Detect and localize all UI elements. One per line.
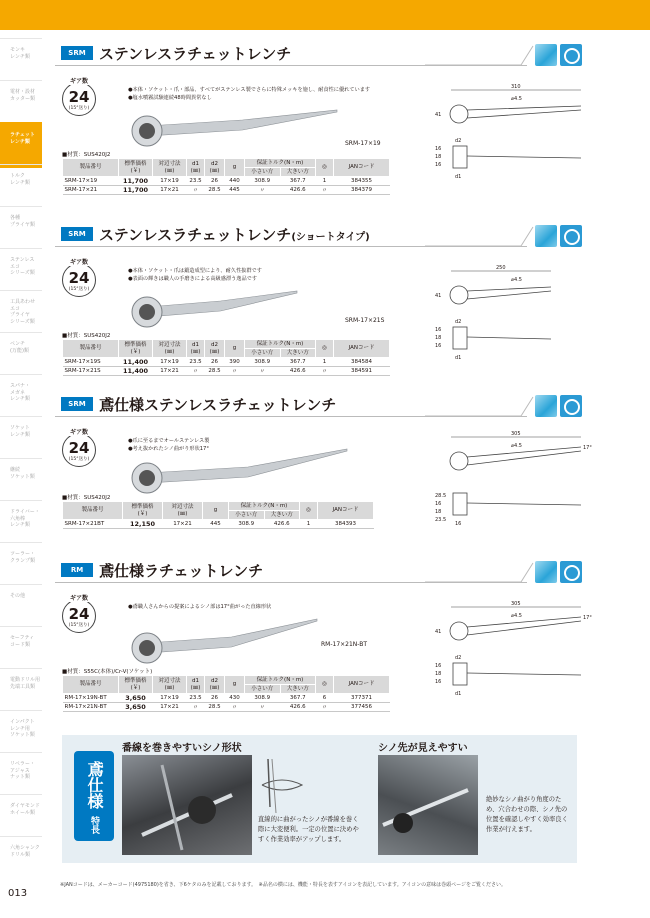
table-cell: 426.6 xyxy=(280,703,316,712)
gear-count-badge xyxy=(62,425,96,475)
section-header xyxy=(55,44,595,66)
sidebar-item-19[interactable]: 六角シャンク ドリル類 xyxy=(0,836,42,888)
spec-table xyxy=(62,501,374,529)
dimension-label: 18 xyxy=(435,671,442,677)
socket-icon xyxy=(560,395,582,417)
product-section-1 xyxy=(55,225,595,395)
section-title-suffix: (ショートタイプ) xyxy=(291,232,370,243)
table-header-row xyxy=(63,159,390,168)
sidebar-item-1[interactable]: 電材・設材 カッター類 xyxy=(0,80,42,132)
column-header: 製品番号 xyxy=(63,676,119,694)
wrench-photo xyxy=(127,287,357,337)
feature-bullet: ●考え抜かれたシノ曲がり形状17° xyxy=(128,446,209,452)
dimension-label: 16 xyxy=(435,327,442,333)
series-badge: SRM xyxy=(61,397,93,411)
column-header: d2 (㎜) xyxy=(205,676,225,694)
table-cell: 28.5 xyxy=(205,367,225,376)
column-subheader: 大きい方 xyxy=(264,511,300,520)
product-section-0 xyxy=(55,44,595,214)
sidebar-item-0[interactable]: モンキ レンチ類 xyxy=(0,38,42,90)
dimension-drawing xyxy=(431,601,592,721)
table-cell: 11,400 xyxy=(119,367,153,376)
gear-count-badge xyxy=(62,74,96,124)
table-cell: 384393 xyxy=(318,520,374,529)
product-section-3 xyxy=(55,561,595,731)
wrench-photo xyxy=(127,106,357,156)
section-divider xyxy=(425,395,535,417)
feature-box xyxy=(62,735,577,863)
dimension-label: ⌀4.5 xyxy=(511,96,522,102)
column-header: 標準価格 (￥) xyxy=(123,502,163,520)
dimension-label: ⌀4.5 xyxy=(511,613,522,619)
dimension-label: 17° xyxy=(583,445,592,451)
column-header: JANコード xyxy=(334,676,390,694)
dimension-label: 305 xyxy=(511,601,521,607)
column-header: ◎ xyxy=(316,340,334,358)
section-divider xyxy=(425,561,535,583)
feature-tag-title: 鳶仕様 xyxy=(85,761,104,809)
table-cell: 17×21 xyxy=(153,703,187,712)
section-title-text: 鳶仕様ラチェットレンチ xyxy=(99,562,264,580)
diagram-wire xyxy=(258,757,306,815)
material-spec: ■材質：SUS420J2 xyxy=(62,495,111,501)
sidebar-item-14[interactable]: セーフティ コード類 xyxy=(0,626,42,678)
sidebar-item-16[interactable]: インパクト レンチ用 ソケット類 xyxy=(0,710,42,762)
table-cell: 3,650 xyxy=(119,694,153,703)
column-header: d2 (㎜) xyxy=(205,159,225,177)
table-cell: 1 xyxy=(316,177,334,186)
dimension-label: 41 xyxy=(435,112,442,118)
dimension-label: d1 xyxy=(455,174,462,180)
column-subheader: 小さい方 xyxy=(245,168,281,177)
table-cell: 28.5 xyxy=(205,186,225,195)
sidebar-item-2[interactable]: ラチェット レンチ類 xyxy=(0,122,42,168)
dimension-label: 305 xyxy=(511,431,521,437)
section-title-text: ステンレスラチェットレンチ xyxy=(99,45,292,63)
table-cell: RM-17×21N-BT xyxy=(63,703,119,712)
dimension-label: d1 xyxy=(455,355,462,361)
table-cell: 367.7 xyxy=(280,358,316,367)
material-spec: ■材質：SUS420J2 xyxy=(62,152,111,158)
table-cell: SRM-17×21 xyxy=(63,186,119,195)
column-header: 対辺寸法 (㎜) xyxy=(153,159,187,177)
footnote: ※JANコードは、メーカーコード(4975180)を省き、下6ケタのみを記載しております。 ※品名の横には、機能・特長を表すアイコンを表記しています。アイコンの意味は巻頭ページをご覧ください。 xyxy=(60,882,507,888)
table-cell: 426.6 xyxy=(264,520,300,529)
table-header-row xyxy=(63,676,390,685)
table-cell: 426.6 xyxy=(280,367,316,376)
table-cell: SRM-17×19S xyxy=(63,358,119,367)
dimension-label: 16 xyxy=(435,343,442,349)
table-header-row xyxy=(63,340,390,349)
column-subheader: 大きい方 xyxy=(280,168,316,177)
table-cell: 367.7 xyxy=(280,177,316,186)
dimension-label: ⌀4.5 xyxy=(511,443,522,449)
column-subheader: 大きい方 xyxy=(280,349,316,358)
dimension-label: 16 xyxy=(455,521,462,527)
table-cell: 367.7 xyxy=(280,694,316,703)
table-row xyxy=(63,186,390,195)
table-cell: 〃 xyxy=(225,367,245,376)
gear-number: 24 xyxy=(68,269,90,287)
product-section-2 xyxy=(55,395,595,565)
section-title-text: ステンレスラチェットレンチ xyxy=(99,226,292,244)
column-subheader: 小さい方 xyxy=(245,349,281,358)
table-cell: 308.9 xyxy=(245,358,281,367)
dimension-label: 23.5 xyxy=(435,517,447,523)
table-cell: 1 xyxy=(300,520,318,529)
gear-sub: (15°送り) xyxy=(68,457,90,462)
table-cell: 〃 xyxy=(316,186,334,195)
table-cell: 23.5 xyxy=(187,177,205,186)
column-subheader: 小さい方 xyxy=(245,685,281,694)
column-header: JANコード xyxy=(334,340,390,358)
wrench-photo xyxy=(127,453,357,503)
table-cell: 11,700 xyxy=(119,186,153,195)
table-cell: 〃 xyxy=(187,703,205,712)
table-cell: 12,150 xyxy=(123,520,163,529)
gear-sub: (15°送り) xyxy=(68,287,90,292)
sidebar-item-11[interactable]: ドライバー・ 六角棒 レンチ類 xyxy=(0,500,42,552)
gear-label: ギア数 xyxy=(64,593,94,602)
dimension-label: 16 xyxy=(435,162,442,168)
table-cell: 6 xyxy=(316,694,334,703)
table-cell: 390 xyxy=(225,358,245,367)
table-cell: 28.5 xyxy=(205,703,225,712)
column-header: 保証トルク(N・m) xyxy=(245,159,316,168)
socket-icon xyxy=(560,44,582,66)
column-header: 対辺寸法 (㎜) xyxy=(153,676,187,694)
feature-bullet: ●塩水噴霧試験連続48時間異常なし xyxy=(128,95,212,101)
series-badge: SRM xyxy=(61,46,93,60)
table-cell: 377456 xyxy=(334,703,390,712)
column-header: d2 (㎜) xyxy=(205,340,225,358)
table-row xyxy=(63,694,390,703)
sidebar-nav xyxy=(0,30,42,890)
table-cell: 〃 xyxy=(187,367,205,376)
section-title xyxy=(99,394,336,415)
column-header: d1 (㎜) xyxy=(187,676,205,694)
dimension-label: 41 xyxy=(435,293,442,299)
table-cell: 445 xyxy=(225,186,245,195)
gear-label: ギア数 xyxy=(64,427,94,436)
section-header xyxy=(55,225,595,247)
column-header: d1 (㎜) xyxy=(187,340,205,358)
table-cell: 377371 xyxy=(334,694,390,703)
section-divider xyxy=(425,44,535,66)
gear-count-badge xyxy=(62,255,96,305)
column-subheader: 小さい方 xyxy=(229,511,265,520)
spec-table xyxy=(62,339,390,376)
column-header: 標準価格 (￥) xyxy=(119,340,153,358)
gear-number: 24 xyxy=(68,88,90,106)
table-cell: 17×19 xyxy=(153,694,187,703)
dimension-label: 18 xyxy=(435,154,442,160)
page-number: 013 xyxy=(8,888,28,899)
spec-table xyxy=(62,675,390,712)
sidebar-item-15[interactable]: 電動ドリル用 先端工具類 xyxy=(0,668,42,720)
feature-1-text: 直線的に曲がったシノが番線を巻く際に大変便利。一定の位置に決めやすく作業効率がアップします。 xyxy=(258,816,359,843)
table-cell: SRM-17×21S xyxy=(63,367,119,376)
table-cell: 11,400 xyxy=(119,358,153,367)
sidebar-item-17[interactable]: リペラー・ アジャス ナット類 xyxy=(0,752,42,804)
table-row xyxy=(63,520,374,529)
sidebar-item-10[interactable]: 継続 ソケット類 xyxy=(0,458,42,510)
dimension-label: 16 xyxy=(435,679,442,685)
table-cell: 17×19 xyxy=(153,358,187,367)
series-badge: SRM xyxy=(61,227,93,241)
table-cell: 384355 xyxy=(334,177,390,186)
table-cell: 384591 xyxy=(334,367,390,376)
feature-bullet: ●鳶職人さんからの提案によるシノ部は17°曲がった直線形状 xyxy=(128,604,272,610)
feature-tag-sub: 特長 xyxy=(89,816,99,834)
table-cell: 384584 xyxy=(334,358,390,367)
wrench-photo xyxy=(127,623,357,673)
socket-icon xyxy=(560,561,582,583)
dimension-label: 18 xyxy=(435,509,442,515)
table-cell: 23.5 xyxy=(187,694,205,703)
sidebar-item-8[interactable]: スパナ・ メガネ レンチ類 xyxy=(0,374,42,426)
photo-tip-view xyxy=(378,755,478,855)
stainless-icon xyxy=(535,225,557,247)
dimension-label: ⌀4.5 xyxy=(511,277,522,283)
dimension-label: 16 xyxy=(435,663,442,669)
table-cell: 308.9 xyxy=(229,520,265,529)
table-cell: SRM-17×21BT xyxy=(63,520,123,529)
feature-2-text: 絶妙なシノ曲がり角度のため、穴合わせの際、シノ先の位置を確認しやすく効率良く作業が行えます。 xyxy=(486,796,568,833)
photo-wire-binding xyxy=(122,755,252,855)
section-title xyxy=(99,224,370,245)
feature-bullet: ●本体・ソケット・爪・部品、すべてがステンレス製でさらに特殊メッキを施し、耐食性に優れています xyxy=(128,87,371,93)
dimension-drawing xyxy=(431,431,592,561)
feature-tag xyxy=(74,751,114,841)
table-cell: 23.5 xyxy=(187,358,205,367)
table-cell: 430 xyxy=(225,694,245,703)
feature-bullet: ●爪に至るまでオールステンレス製 xyxy=(128,438,210,444)
series-badge: RM xyxy=(61,563,93,577)
model-caption: RM-17×21N-BT xyxy=(321,641,368,648)
dimension-label: 18 xyxy=(435,335,442,341)
dimension-label: 310 xyxy=(511,84,521,90)
feature-1-heading: 番線を巻きやすいシノ形状 xyxy=(122,743,242,754)
table-cell: RM-17×19N-BT xyxy=(63,694,119,703)
column-header: 標準価格 (￥) xyxy=(119,676,153,694)
column-header: ◎ xyxy=(316,159,334,177)
dimension-label: d1 xyxy=(455,691,462,697)
table-cell: 426.6 xyxy=(280,186,316,195)
dimension-label: 17° xyxy=(583,615,592,621)
sidebar-item-6[interactable]: 工具あわせ エコ プライヤ シリーズ類 xyxy=(0,290,42,342)
table-cell: 308.9 xyxy=(245,694,281,703)
column-header: g xyxy=(225,340,245,358)
table-cell: 26 xyxy=(205,358,225,367)
column-header: JANコード xyxy=(318,502,374,520)
column-header: 製品番号 xyxy=(63,159,119,177)
material-spec: ■材質：SUS420J2 xyxy=(62,333,111,339)
section-title-text: 鳶仕様ステンレスラチェットレンチ xyxy=(99,396,337,414)
sidebar-item-12[interactable]: ツーラー・ クランプ類 xyxy=(0,542,42,594)
table-cell: 1 xyxy=(316,358,334,367)
gear-count-badge xyxy=(62,591,96,641)
column-header: 対辺寸法 (㎜) xyxy=(153,340,187,358)
dimension-label: 16 xyxy=(435,146,442,152)
table-cell: 445 xyxy=(203,520,229,529)
section-title xyxy=(99,560,263,581)
column-header: 保証トルク(N・m) xyxy=(245,340,316,349)
sidebar-item-3[interactable]: トルク レンチ類 xyxy=(0,164,42,216)
stainless-icon xyxy=(535,395,557,417)
column-header: 保証トルク(N・m) xyxy=(229,502,300,511)
table-row xyxy=(63,358,390,367)
table-cell: 〃 xyxy=(316,703,334,712)
gear-label: ギア数 xyxy=(64,257,94,266)
gear-sub: (15°送り) xyxy=(68,106,90,111)
table-cell: 26 xyxy=(205,177,225,186)
column-header: g xyxy=(225,676,245,694)
table-cell: 17×21 xyxy=(153,186,187,195)
table-cell: 308.9 xyxy=(245,177,281,186)
feature-bullet: ●表面の輝きは職人の手磨きによる高級感漂う逸品です xyxy=(128,276,258,282)
column-header: 製品番号 xyxy=(63,340,119,358)
model-caption: SRM-17×21S xyxy=(345,317,385,324)
table-cell: 3,650 xyxy=(119,703,153,712)
dimension-label: 16 xyxy=(435,501,442,507)
table-cell: 440 xyxy=(225,177,245,186)
section-title xyxy=(99,43,291,64)
dimension-label: d2 xyxy=(455,655,462,661)
table-cell: 〃 xyxy=(316,367,334,376)
table-cell: 〃 xyxy=(187,186,205,195)
material-spec: ■材質：S55C(本体)/Cr-V(ソケット) xyxy=(62,669,153,675)
column-header: 対辺寸法 (㎜) xyxy=(163,502,203,520)
table-cell: SRM-17×19 xyxy=(63,177,119,186)
table-row xyxy=(63,367,390,376)
header-bar xyxy=(0,0,650,30)
table-cell: 384379 xyxy=(334,186,390,195)
sidebar-item-9[interactable]: ソケット レンチ類 xyxy=(0,416,42,468)
model-caption: SRM-17×19 xyxy=(345,140,381,147)
column-header: ◎ xyxy=(316,676,334,694)
dimension-label: d2 xyxy=(455,319,462,325)
table-row xyxy=(63,177,390,186)
sidebar-item-18[interactable]: ダイヤモンド ホイール類 xyxy=(0,794,42,846)
spec-table xyxy=(62,158,390,195)
column-header: 保証トルク(N・m) xyxy=(245,676,316,685)
table-cell: 〃 xyxy=(225,703,245,712)
dimension-label: 28.5 xyxy=(435,493,447,499)
sidebar-item-13[interactable]: その他 xyxy=(0,584,42,636)
sidebar-item-4[interactable]: 各種 プライヤ類 xyxy=(0,206,42,258)
column-header: 標準価格 (￥) xyxy=(119,159,153,177)
table-cell: 26 xyxy=(205,694,225,703)
dimension-drawing xyxy=(431,84,581,204)
table-cell: 11,700 xyxy=(119,177,153,186)
section-header xyxy=(55,561,595,583)
section-header xyxy=(55,395,595,417)
section-divider xyxy=(425,225,535,247)
sidebar-item-7[interactable]: ペンチ (万能)類 xyxy=(0,332,42,384)
column-header: ◎ xyxy=(300,502,318,520)
feature-2-heading: シノ先が見えやすい xyxy=(378,743,468,754)
stainless-icon xyxy=(535,561,557,583)
column-header: g xyxy=(203,502,229,520)
sidebar-item-5[interactable]: ステンレス エコ シリーズ類 xyxy=(0,248,42,300)
table-cell: 17×21 xyxy=(163,520,203,529)
dimension-label: d2 xyxy=(455,138,462,144)
column-header: 製品番号 xyxy=(63,502,123,520)
gear-label: ギア数 xyxy=(64,76,94,85)
table-cell: 〃 xyxy=(245,186,281,195)
table-row xyxy=(63,703,390,712)
table-cell: 〃 xyxy=(245,367,281,376)
gear-number: 24 xyxy=(68,439,90,457)
column-subheader: 大きい方 xyxy=(280,685,316,694)
column-header: g xyxy=(225,159,245,177)
feature-bullet: ●本体・ソケット・爪は鍛造成型により、耐久性抜群です xyxy=(128,268,262,274)
table-cell: 17×19 xyxy=(153,177,187,186)
gear-number: 24 xyxy=(68,605,90,623)
dimension-label: 250 xyxy=(496,265,506,271)
gear-sub: (15°送り) xyxy=(68,623,90,628)
socket-icon xyxy=(560,225,582,247)
stainless-icon xyxy=(535,44,557,66)
column-header: JANコード xyxy=(334,159,390,177)
dimension-drawing xyxy=(431,265,581,385)
dimension-label: 41 xyxy=(435,629,442,635)
table-cell: 17×21 xyxy=(153,367,187,376)
column-header: d1 (㎜) xyxy=(187,159,205,177)
table-cell: 〃 xyxy=(245,703,281,712)
table-header-row xyxy=(63,502,374,511)
